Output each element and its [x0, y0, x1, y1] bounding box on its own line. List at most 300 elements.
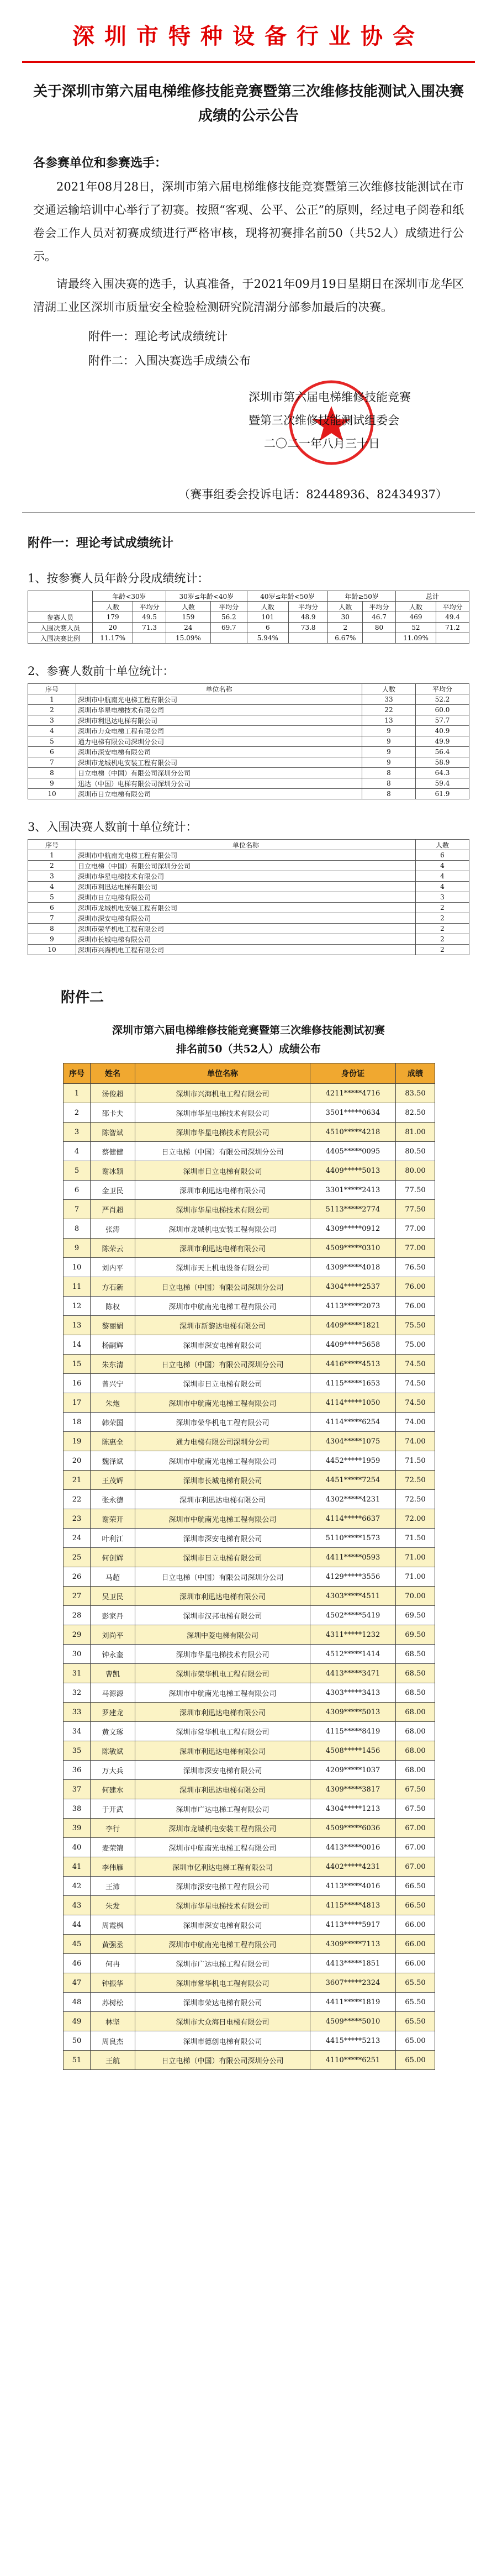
table-cell: 深圳市荣华机电工程有限公司 [135, 1664, 310, 1683]
table-cell: 68.50 [396, 1683, 435, 1703]
table-row [28, 903, 469, 913]
table-header-cell: 平均分 [436, 602, 469, 612]
table-cell: 何创辉 [91, 1548, 135, 1567]
table-row [64, 1393, 435, 1413]
table-cell: 4 [416, 882, 469, 892]
table-header-cell: 序号 [64, 1063, 91, 1084]
table-header-cell: 平均分 [416, 684, 469, 694]
table-cell: 6 [247, 623, 288, 633]
table-cell: 4114*****6254 [310, 1413, 396, 1432]
table-cell: 深圳市中航南光电梯工程有限公司 [135, 1683, 310, 1703]
table-cell: 71.50 [396, 1451, 435, 1471]
table-row [64, 2051, 435, 2070]
table-row [28, 913, 469, 924]
table-cell: 林坚 [91, 2012, 135, 2031]
table-cell: 深圳市深安电梯有限公司 [135, 1335, 310, 1355]
table-row [28, 715, 469, 726]
table-cell: 杨嗣辉 [91, 1335, 135, 1355]
table-cell: 8 [28, 924, 76, 934]
table-cell: 深圳市华星电梯技术有限公司 [76, 871, 416, 882]
table-cell: 28 [64, 1606, 91, 1625]
table-cell: 马超 [91, 1567, 135, 1587]
table-row [28, 892, 469, 903]
table-cell: 4502*****5419 [310, 1606, 396, 1625]
table-cell: 65.50 [396, 1993, 435, 2012]
table-cell: 深圳市深安电梯有限公司 [76, 747, 362, 757]
table-cell: 深圳市广达电梯工程有限公司 [135, 1799, 310, 1819]
table-cell: 深圳市大众海日电梯有限公司 [135, 2012, 310, 2031]
table-row [64, 1471, 435, 1490]
table-cell: 深圳市兴海机电工程有限公司 [76, 945, 416, 955]
table-row [64, 1722, 435, 1741]
table-cell: 37 [64, 1780, 91, 1799]
table-cell: 深圳市荣华机电工程有限公司 [135, 1413, 310, 1432]
table-cell: 5.94% [247, 633, 288, 644]
table-cell: 黎丽娟 [91, 1316, 135, 1335]
table-cell: 4452*****1959 [310, 1451, 396, 1471]
table-cell: 李行 [91, 1819, 135, 1838]
table-cell: 11.09% [395, 633, 436, 644]
table-cell: 10 [28, 945, 76, 955]
table-row [28, 747, 469, 757]
table-cell: 77.50 [396, 1200, 435, 1219]
table-row [64, 1181, 435, 1200]
table-cell: 4209*****1037 [310, 1761, 396, 1780]
table-cell: 入围决赛人员 [28, 623, 93, 633]
table-row [64, 1703, 435, 1722]
table-cell: 李伟雁 [91, 1857, 135, 1877]
table-cell: 5 [64, 1161, 91, 1181]
table-cell: 4413*****0016 [310, 1838, 396, 1857]
table-cell: 4402*****4231 [310, 1857, 396, 1877]
table-header-cell: 人数 [395, 602, 436, 612]
table-cell: 陈敏斌 [91, 1741, 135, 1761]
table-cell: 4409*****5013 [310, 1161, 396, 1181]
table-cell: 于开武 [91, 1799, 135, 1819]
table-cell: 15.09% [166, 633, 211, 644]
table-cell: 钟永奎 [91, 1645, 135, 1664]
table-cell: 72.50 [396, 1471, 435, 1490]
table-cell: 2 [416, 945, 469, 955]
table-cell: 7 [28, 913, 76, 924]
section2-title: 2、参赛人数前十单位统计： [28, 665, 175, 678]
table-cell: 刘尚平 [91, 1625, 135, 1645]
table-header-cell: 姓名 [91, 1063, 135, 1084]
table-cell: 5 [28, 892, 76, 903]
table-row [28, 934, 469, 945]
table-cell: 3501*****0634 [310, 1103, 396, 1123]
table-cell: 66.00 [396, 1915, 435, 1935]
table-cell: 65.50 [396, 1973, 435, 1993]
table-cell: 深圳市深安电梯工程有限公司 [135, 1877, 310, 1896]
table-header-cell: 序号 [28, 684, 76, 694]
table-cell: 20 [93, 623, 133, 633]
table-cell: 64.3 [416, 768, 469, 778]
salutation: 各参赛单位和参赛选手： [33, 156, 167, 170]
table-header-cell: 身份证 [310, 1063, 396, 1084]
table-cell: 69.50 [396, 1606, 435, 1625]
table-cell: 通力电梯有限公司深圳分公司 [135, 1432, 310, 1451]
table-cell: 4113*****4016 [310, 1877, 396, 1896]
table-cell: 71.2 [436, 623, 469, 633]
attachment-line-1: 附件一：理论考试成绩统计 [88, 330, 228, 343]
table-cell: 深圳市中航南光电梯工程有限公司 [76, 694, 362, 705]
table-cell: 49 [64, 2012, 91, 2031]
table-cell: 80.00 [396, 1161, 435, 1181]
table-cell: 31 [64, 1664, 91, 1683]
table-cell: 深圳市深安电梯有限公司 [135, 1529, 310, 1548]
table-cell: 3301*****2413 [310, 1181, 396, 1200]
table-cell: 万大兵 [91, 1761, 135, 1780]
table-cell: 66.50 [396, 1896, 435, 1915]
table-cell: 4409*****1821 [310, 1316, 396, 1335]
table-header-cell: 总计 [395, 591, 469, 602]
table-cell: 4 [416, 871, 469, 882]
table-cell: 159 [166, 612, 211, 623]
table-header-cell: 平均分 [363, 602, 396, 612]
table-cell: 65.00 [396, 2031, 435, 2051]
table-header-cell: 单位名称 [135, 1063, 310, 1084]
table-cell: 叶利江 [91, 1529, 135, 1548]
header-divider [22, 61, 475, 63]
table-header-cell: 平均分 [133, 602, 166, 612]
table-cell: 2 [28, 861, 76, 871]
table-row [28, 705, 469, 715]
table-cell: 5110*****1573 [310, 1529, 396, 1548]
table-cell: 75.00 [396, 1335, 435, 1355]
table-cell: 2 [416, 903, 469, 913]
table-cell: 张永德 [91, 1490, 135, 1509]
top-units-finalists-table [28, 839, 469, 955]
table-cell: 29 [64, 1625, 91, 1645]
table-header-cell: 序号 [28, 840, 76, 850]
table-header-cell: 人数 [362, 684, 416, 694]
table-cell: 68.50 [396, 1645, 435, 1664]
table-cell: 179 [93, 612, 133, 623]
signature-date: 二〇二一年八月三十日 [264, 437, 380, 450]
table-cell: 苏树松 [91, 1993, 135, 2012]
table-cell: 7 [28, 757, 76, 768]
table-cell: 黄文琢 [91, 1722, 135, 1741]
table-cell: 9 [64, 1239, 91, 1258]
table-cell: 469 [395, 612, 436, 623]
table-cell: 4416*****4513 [310, 1355, 396, 1374]
table-cell: 深圳市日立电梯有限公司 [76, 789, 362, 799]
table-cell: 65.50 [396, 2012, 435, 2031]
org-name-header: 深圳市特种设备行业协会 [72, 23, 425, 49]
table-cell: 4 [28, 726, 76, 736]
paragraph-1: 2021年08月28日，深圳市第六届电梯维修技能竞赛暨第三次维修技能测试在市交通运输培训中心举行了初赛。按照“客观、公平、公正”的原则，经过电子阅卷和纸卷会工作人员对初赛成绩进行严格审核，现将初赛排名前50（共52人）成绩进行公示。 [33, 180, 464, 263]
table-cell: 方石新 [91, 1277, 135, 1297]
table-cell: 朱东清 [91, 1355, 135, 1374]
table-cell: 27 [64, 1587, 91, 1606]
table-row [64, 1142, 435, 1161]
table-cell: 61.9 [416, 789, 469, 799]
table-cell: 深圳市利迅达电梯有限公司 [76, 882, 416, 892]
table-cell: 74.00 [396, 1432, 435, 1451]
table-cell: 9 [362, 757, 416, 768]
table-cell: 日立电梯（中国）有限公司深圳分公司 [135, 1567, 310, 1587]
table-cell: 2 [328, 623, 363, 633]
table-row [64, 1935, 435, 1954]
table-cell: 74.00 [396, 1413, 435, 1432]
table-header-cell: 30岁≤年龄<40岁 [166, 591, 247, 602]
table-cell: 日立电梯（中国）有限公司深圳分公司 [135, 1142, 310, 1161]
table-cell: 1 [28, 850, 76, 861]
table-cell: 深圳市利迅达电梯有限公司 [135, 1780, 310, 1799]
table-cell: 钟振华 [91, 1973, 135, 1993]
table-cell: 33 [64, 1703, 91, 1722]
table-cell: 39 [64, 1819, 91, 1838]
table-cell: 3607*****2324 [310, 1973, 396, 1993]
table-cell: 49.4 [436, 612, 469, 623]
table-cell: 4411*****1819 [310, 1993, 396, 2012]
table-cell: 深圳市利迅达电梯有限公司 [76, 715, 362, 726]
table-row [64, 1316, 435, 1335]
table-cell: 5 [28, 736, 76, 747]
table-cell: 2 [28, 705, 76, 715]
table-cell: 6 [28, 747, 76, 757]
table-cell: 4413*****3471 [310, 1664, 396, 1683]
table-cell: 77.00 [396, 1219, 435, 1239]
table-row [28, 612, 469, 623]
table-cell: 21 [64, 1471, 91, 1490]
table-cell: 8 [28, 768, 76, 778]
table-cell: 深圳市亿利达电梯工程有限公司 [135, 1857, 310, 1877]
table-cell: 4304*****1213 [310, 1799, 396, 1819]
table-cell: 深圳市深安电梯有限公司 [135, 1915, 310, 1935]
table-cell: 深圳市龙城机电安装工程有限公司 [76, 757, 362, 768]
table-row [28, 789, 469, 799]
table-cell: 4309*****4018 [310, 1258, 396, 1277]
table-cell: 2 [416, 924, 469, 934]
table-row [64, 1277, 435, 1297]
table-header-cell: 年龄≥50岁 [328, 591, 395, 602]
table-cell: 71.00 [396, 1548, 435, 1567]
table-cell: 44 [64, 1915, 91, 1935]
table-row [64, 1567, 435, 1587]
table-cell: 4309*****3817 [310, 1780, 396, 1799]
table-cell: 25 [64, 1548, 91, 1567]
table-cell: 4303*****3413 [310, 1683, 396, 1703]
table-cell: 48.9 [288, 612, 328, 623]
table-cell: 60.0 [416, 705, 469, 715]
table-cell: 70.00 [396, 1587, 435, 1606]
table-cell: 4114*****6637 [310, 1509, 396, 1529]
table-cell: 3 [28, 715, 76, 726]
table-cell: 43 [64, 1896, 91, 1915]
table-cell: 深圳市天上机电设备有限公司 [135, 1258, 310, 1277]
table-row [64, 1819, 435, 1838]
table-row [28, 861, 469, 871]
table-cell: 深圳市华星电梯技术有限公司 [135, 1103, 310, 1123]
table-row [64, 1432, 435, 1451]
table-cell: 15 [64, 1355, 91, 1374]
table-cell: 8 [64, 1219, 91, 1239]
table-cell: 76.50 [396, 1258, 435, 1277]
table-cell: 74.50 [396, 1355, 435, 1374]
table-cell: 深圳市中航南光电梯工程有限公司 [135, 1838, 310, 1857]
table-cell: 40 [64, 1838, 91, 1857]
table-header-cell: 成绩 [396, 1063, 435, 1084]
table-cell: 4113*****5917 [310, 1915, 396, 1935]
table-header-cell: 人数 [328, 602, 363, 612]
table-cell: 73.8 [288, 623, 328, 633]
table-cell: 深圳中菱电梯有限公司 [135, 1625, 310, 1645]
table-row [64, 1838, 435, 1857]
table-cell: 68.00 [396, 1722, 435, 1741]
table-cell: 4114*****1050 [310, 1393, 396, 1413]
table-cell: 罗建龙 [91, 1703, 135, 1722]
table-cell: 71.50 [396, 1529, 435, 1548]
table-cell: 1 [64, 1084, 91, 1103]
table-row [28, 623, 469, 633]
table-row [28, 778, 469, 789]
complaint-hotline: （赛事组委会投诉电话：82448936、82434937） [178, 488, 447, 501]
table-cell: 深圳市龙城机电安装工程有限公司 [76, 903, 416, 913]
table-cell: 8 [362, 789, 416, 799]
table-cell: 13 [362, 715, 416, 726]
table-cell: 23 [64, 1509, 91, 1529]
table-cell: 深圳市兴海机电工程有限公司 [135, 1084, 310, 1103]
table-row [64, 1200, 435, 1219]
table-row [28, 924, 469, 934]
table-cell: 56.2 [210, 612, 247, 623]
table-cell: 30 [328, 612, 363, 623]
table-cell: 深圳市长城电梯有限公司 [76, 934, 416, 945]
table-cell: 4 [28, 882, 76, 892]
table-cell: 24 [166, 623, 211, 633]
table-cell: 9 [28, 934, 76, 945]
table-row [64, 1645, 435, 1664]
table-cell [363, 633, 396, 644]
table-cell: 9 [362, 747, 416, 757]
table-cell: 4409*****5658 [310, 1335, 396, 1355]
table-cell: 32 [64, 1683, 91, 1703]
table-cell: 4413*****1851 [310, 1954, 396, 1973]
table-row [28, 768, 469, 778]
table-cell: 57.7 [416, 715, 469, 726]
table-cell: 68.00 [396, 1703, 435, 1722]
table-row [64, 1355, 435, 1374]
table-cell: 76.00 [396, 1297, 435, 1316]
table-cell: 1 [28, 694, 76, 705]
table-cell: 周良杰 [91, 2031, 135, 2051]
table-cell: 深圳市力众电梯工程有限公司 [76, 726, 362, 736]
table-cell: 13 [64, 1316, 91, 1335]
table-cell: 深圳市深安电梯有限公司 [76, 913, 416, 924]
table-cell: 何建水 [91, 1780, 135, 1799]
table-cell: 麦荣锦 [91, 1838, 135, 1857]
table-cell: 深圳市华星电梯技术有限公司 [135, 1645, 310, 1664]
table-cell: 4451*****7254 [310, 1471, 396, 1490]
table-cell: 22 [64, 1490, 91, 1509]
ranking-table [63, 1063, 435, 2070]
table-cell: 2 [416, 913, 469, 924]
table-cell: 65.00 [396, 2051, 435, 2070]
table-cell: 8 [362, 778, 416, 789]
table-cell: 7 [64, 1200, 91, 1219]
table-cell: 35 [64, 1741, 91, 1761]
table-cell: 11.17% [93, 633, 133, 644]
table-row [64, 1239, 435, 1258]
table-cell: 20 [64, 1451, 91, 1471]
table-cell: 4309*****5013 [310, 1703, 396, 1722]
table-cell: 6 [64, 1181, 91, 1200]
table-cell: 9 [362, 736, 416, 747]
table-cell: 4509*****6036 [310, 1819, 396, 1838]
table-cell: 4 [64, 1142, 91, 1161]
table-cell: 52 [395, 623, 436, 633]
table-header-cell: 人数 [247, 602, 288, 612]
table-cell: 曾兴宁 [91, 1374, 135, 1393]
table-cell: 77.50 [396, 1181, 435, 1200]
table-cell: 深圳市日立电梯有限公司 [135, 1161, 310, 1181]
table-cell: 朱发 [91, 1896, 135, 1915]
table-cell: 19 [64, 1432, 91, 1451]
table-cell: 42 [64, 1877, 91, 1896]
table-cell: 49.5 [133, 612, 166, 623]
table-cell: 陈权 [91, 1297, 135, 1316]
table-cell: 日立电梯（中国）有限公司深圳分公司 [135, 2051, 310, 2070]
top-units-finalists-body [28, 850, 469, 955]
attachment2-title: 附件二 [61, 989, 104, 1006]
top-units-participants-body [28, 694, 469, 799]
table-row [64, 1587, 435, 1606]
table-cell: 4211*****4716 [310, 1084, 396, 1103]
table-cell [210, 633, 247, 644]
table-cell: 52.2 [416, 694, 469, 705]
table-header-cell: 平均分 [288, 602, 328, 612]
table-row [28, 882, 469, 892]
table-cell: 67.50 [396, 1780, 435, 1799]
table-row [28, 633, 469, 644]
table-cell: 66.50 [396, 1877, 435, 1896]
table-cell: 谢冰颖 [91, 1161, 135, 1181]
table-cell: 10 [64, 1258, 91, 1277]
table-row [64, 1509, 435, 1529]
table-cell: 40.9 [416, 726, 469, 736]
table-row [64, 1664, 435, 1683]
table-cell: 6.67% [328, 633, 363, 644]
table-cell: 14 [64, 1335, 91, 1355]
table-row [64, 1915, 435, 1935]
table-cell: 刘内平 [91, 1258, 135, 1277]
table-cell: 深圳市中航南光电梯工程有限公司 [135, 1393, 310, 1413]
table-cell: 4304*****1075 [310, 1432, 396, 1451]
table-cell: 深圳市利迅达电梯有限公司 [135, 1239, 310, 1258]
table-header-cell: 年龄<30岁 [93, 591, 166, 602]
table-cell: 黄强丞 [91, 1935, 135, 1954]
table-cell: 深圳市日立电梯有限公司 [135, 1548, 310, 1567]
table-row [64, 1161, 435, 1181]
table-cell: 2 [416, 934, 469, 945]
table-cell: 深圳市中航南光电梯工程有限公司 [135, 1935, 310, 1954]
table-cell: 深圳市中航南光电梯工程有限公司 [135, 1297, 310, 1316]
table-cell: 67.00 [396, 1819, 435, 1838]
table-cell: 24 [64, 1529, 91, 1548]
table-header-cell: 单位名称 [76, 684, 362, 694]
table-cell: 22 [362, 705, 416, 715]
table-row [28, 694, 469, 705]
table-cell: 4512*****1414 [310, 1645, 396, 1664]
table-cell: 日立电梯（中国）有限公司深圳分公司 [135, 1277, 310, 1297]
table-cell: 4113*****2073 [310, 1297, 396, 1316]
table-header-cell: 人数 [93, 602, 133, 612]
table-cell: 深圳市广达电梯工程有限公司 [135, 1954, 310, 1973]
table-cell: 4303*****4511 [310, 1587, 396, 1606]
table-cell: 深圳市常华机电工程有限公司 [135, 1722, 310, 1741]
